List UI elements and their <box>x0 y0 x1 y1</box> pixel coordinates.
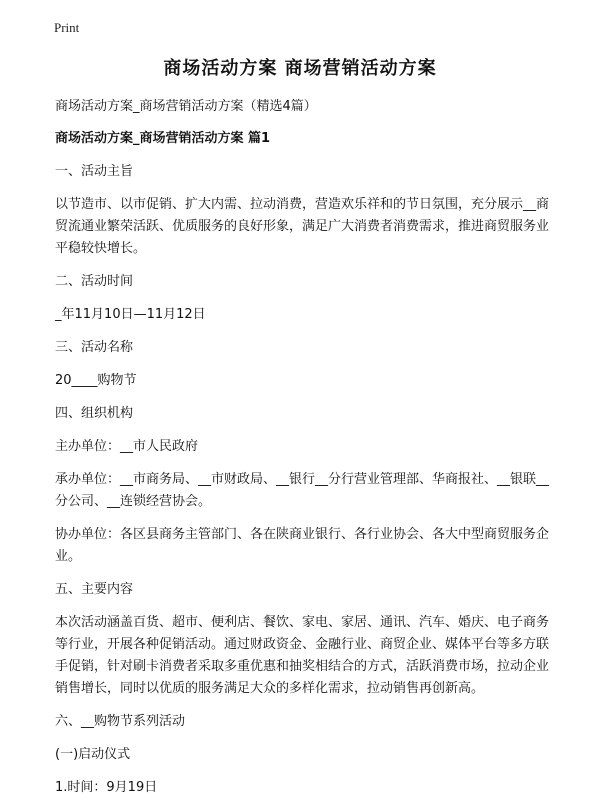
paragraph-host: 主办单位：__市人民政府 <box>55 439 199 454</box>
section-title: 商场活动方案_商场营销活动方案 篇1 <box>55 131 271 146</box>
document-subtitle: 商场活动方案_商场营销活动方案（精选4篇） <box>55 99 317 114</box>
paragraph-purpose: 以节造市、以市促销、扩大内需、拉动消费，营造欢乐祥和的节日氛围，充分展示__商贸流通业繁荣活跃、优质服务的良好形象，满足广大消费者消费需求，推进商贸服务业平稳较快增长。 <box>55 197 550 256</box>
heading-organization: 四、组织机构 <box>55 406 134 421</box>
heading-activities: 六、__购物节系列活动 <box>55 714 186 729</box>
document-content <box>55 96 554 810</box>
heading-launch-ceremony: (一)启动仪式 <box>55 747 131 762</box>
paragraph-content: 本次活动涵盖百货、超市、便利店、餐饮、家电、家居、通讯、汽车、婚庆、电子商务等行业，开展各种促销活动。通过财政资金、金融行业、商贸企业、媒体平台等多方联手促销，针对刷卡消费者采取多重优惠和抽奖相结合的方式，活跃消费市场，拉动企业销售增长，同时以优质的服务满足大众的多样化需求，拉动销售再创新高。 <box>55 615 550 696</box>
paragraph-name: 20____购物节 <box>55 373 137 388</box>
page-title: 商场活动方案 商场营销活动方案 <box>163 58 437 79</box>
heading-name: 三、活动名称 <box>55 340 134 355</box>
paragraph-co-organizer: 协办单位：各区县商务主管部门、各在陕商业银行、各行业协会、各大中型商贸服务企业。 <box>55 527 550 564</box>
heading-purpose: 一、活动主旨 <box>55 164 134 179</box>
paragraph-launch-time: 1.时间：9月19日 <box>55 780 158 795</box>
heading-time: 二、活动时间 <box>55 274 134 289</box>
paragraph-organizer: 承办单位：__市商务局、__市财政局、__银行__分行营业管理部、华商报社、__银联__分公司、__连锁经营协会。 <box>55 472 550 509</box>
print-label: Print <box>54 20 80 35</box>
heading-content: 五、主要内容 <box>55 582 134 597</box>
paragraph-time: _年11月10日—11月12日 <box>55 307 206 322</box>
